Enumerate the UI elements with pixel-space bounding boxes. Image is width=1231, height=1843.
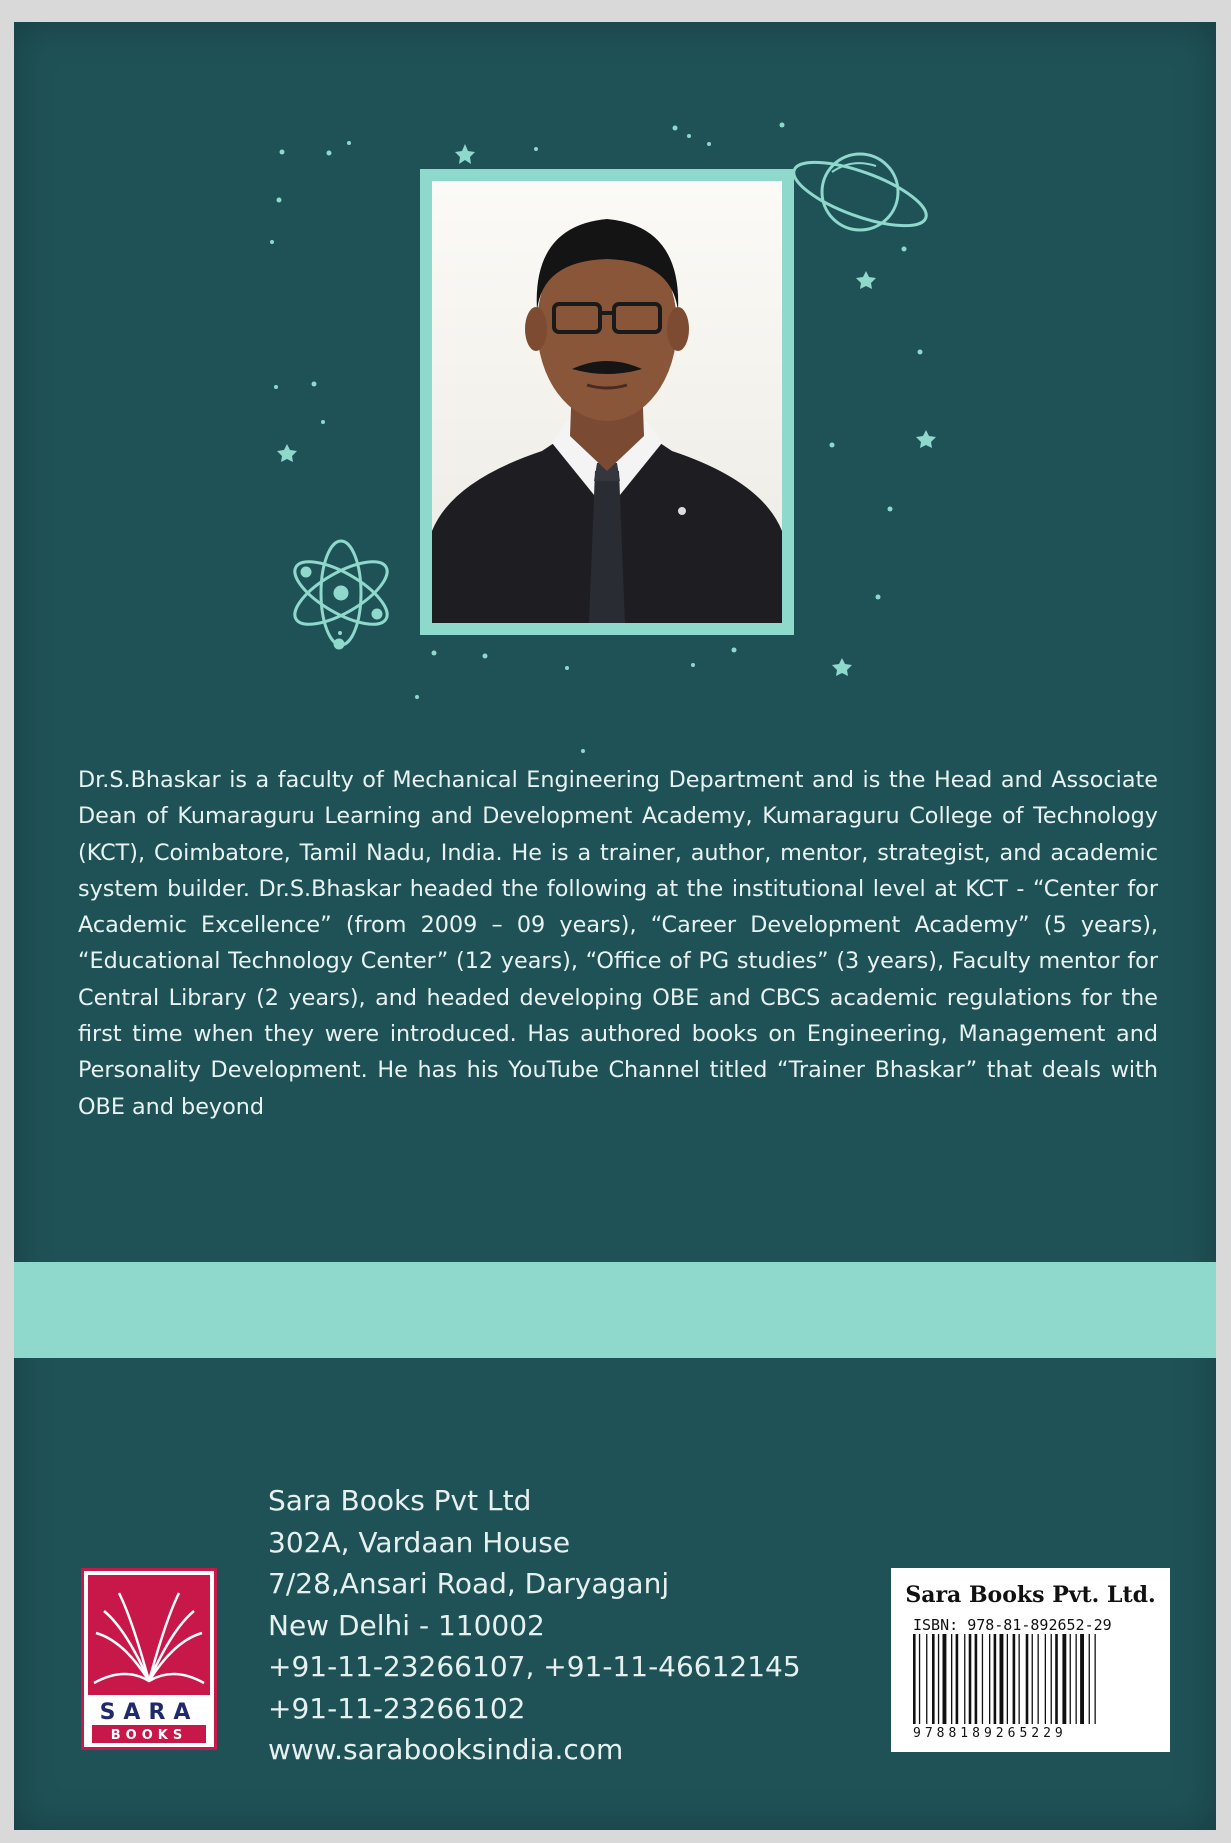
back-cover [14, 22, 1216, 1830]
barcode-publisher: Sara Books Pvt. Ltd. [905, 1582, 1156, 1608]
barcode-bar [994, 1634, 997, 1724]
barcode-bar [1080, 1634, 1084, 1724]
barcode-bars [891, 1568, 1170, 1752]
author-portrait [432, 181, 782, 623]
barcode-bar [1032, 1634, 1033, 1724]
barcode-bar [1089, 1634, 1090, 1724]
barcode-bar [989, 1634, 990, 1724]
barcode-bar [1076, 1634, 1077, 1724]
barcode-bar [1038, 1634, 1039, 1724]
barcode-bar [1055, 1634, 1058, 1724]
barcode-bar [1045, 1634, 1046, 1724]
barcode-digits: 9788189265229 [913, 1726, 1067, 1741]
barcode-bar [969, 1634, 972, 1724]
barcode-bar [1026, 1634, 1029, 1724]
barcode-bar [964, 1634, 965, 1724]
phone-number: +91-11-23266102 [268, 1691, 526, 1725]
publisher-name: Sara Books Pvt Ltd [268, 1484, 532, 1517]
isbn-number: 978-81-892652-29 [967, 1616, 1112, 1634]
barcode-bar [913, 1634, 916, 1724]
barcode-bar [919, 1634, 920, 1724]
barcode-bar [956, 1634, 959, 1724]
barcode-bar [1007, 1634, 1008, 1724]
publisher-address [268, 1480, 801, 1771]
logo-text-books: BOOKS [110, 1728, 188, 1743]
author-bio: Dr.S.Bhaskar is a faculty of Mechanical Engineering Department and is the Head and Associate Dean of Kumaraguru Learning and Development Academy, Kumaraguru College of Technology (KCT), Coimbatore, Tamil Nadu, India. He is a trainer, author, mentor, strategist, and academic system builder. Dr.S.Bhaskar headed the following at the institutional level at KCT - “Center for Academic Excellence” (from 2009 – 09 years), “Career Development Academy” (5 years), “Educational Technology Center” (12 years), “Office of PG studies” (3 years), Faculty mentor for Central Library (2 years), and headed developing OBE and CBCS academic regulations for the first time when they were introduced. Has authored books on Engineering, Management and Personality Development. He has his YouTube Channel titled “Trainer Bhaskar” that deals with OBE and beyond [78, 767, 1158, 1120]
isbn-label: ISBN: [913, 1616, 959, 1634]
publisher-logo [81, 1568, 217, 1750]
barcode-bar [1095, 1634, 1096, 1724]
barcode-bar [951, 1634, 952, 1724]
barcode-bar [938, 1634, 939, 1724]
barcode-bar [975, 1634, 978, 1724]
address-line: 7/28,Ansari Road, Daryaganj [268, 1567, 670, 1600]
barcode-bar [1019, 1634, 1020, 1724]
barcode-bar [926, 1634, 927, 1724]
barcode-bar [932, 1634, 935, 1724]
barcode-bar [982, 1634, 983, 1724]
author-portrait-frame [420, 169, 794, 635]
logo-text-sara: SARA [99, 1700, 199, 1725]
barcode-bar [943, 1634, 947, 1724]
barcode-bar [1013, 1634, 1016, 1724]
barcode-bar [1070, 1634, 1071, 1724]
accent-band [14, 1262, 1216, 1358]
website-link[interactable]: www.sarabooksindia.com [268, 1733, 624, 1766]
address-line: 302A, Vardaan House [268, 1525, 571, 1559]
isbn-barcode [891, 1568, 1170, 1752]
barcode-bar [1000, 1634, 1004, 1724]
phone-numbers: +91-11-23266107, +91-11-46612145 [268, 1650, 801, 1683]
barcode-bar [1051, 1634, 1052, 1724]
planet-icon [787, 149, 934, 238]
barcode-bar [1062, 1634, 1066, 1724]
address-line: New Delhi - 110002 [268, 1608, 545, 1642]
